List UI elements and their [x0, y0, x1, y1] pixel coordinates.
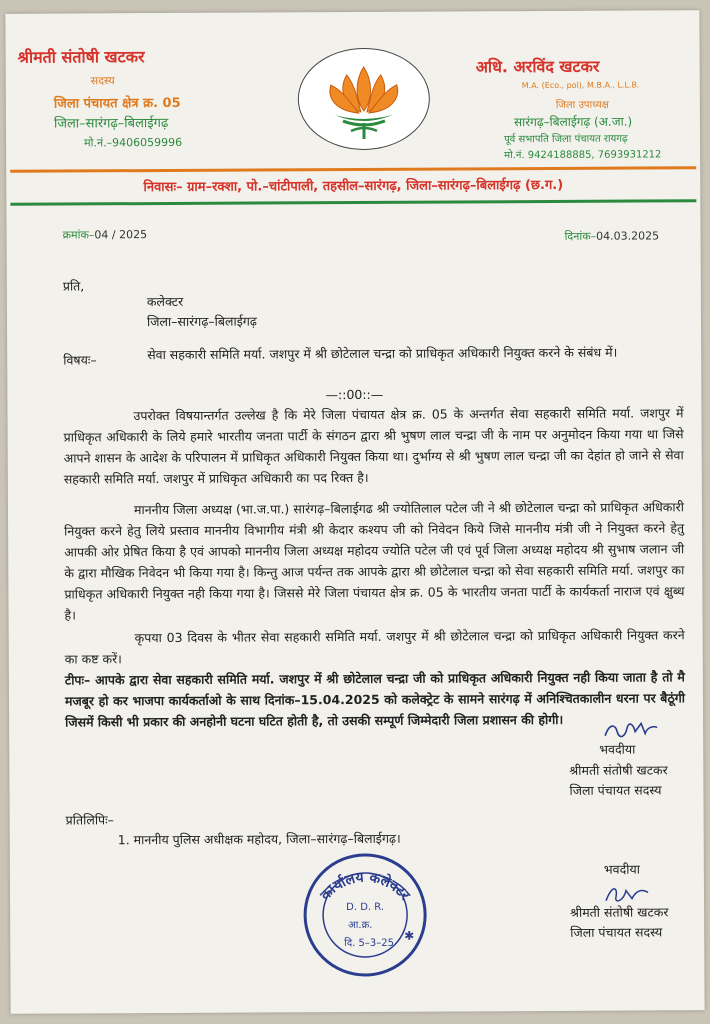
collector-office-stamp — [300, 850, 431, 981]
lotus-logo-icon — [298, 48, 431, 151]
right-letterhead-former-post: पूर्व सभापति जिला पंचायत रायगढ़ — [504, 133, 628, 146]
paragraph-1-text: उपरोक्त विषयान्तर्गत उल्लेख है कि मेरे जिला पंचायत क्षेत्र क्र. 05 के अन्तर्गत सेवा सहकारी समिति मर्या. जशपुर में प्राधिकृत अधिकारी के लिये हमारे भारतीय जनता पार्टी के संगठन द्वारा श्री भुषण लाल चन्द्रा जी के नाम पर अनुमोदन किया गया था जिसे आपने शासन के आदेश के परिपालन में प्राधिकृत अधिकारी नियुक्त किया था। दुर्भाग्य से श्री भुषण लाल चन्द्रा जी का देहांत हो जाने से सेवा सहकारी समिति मर्या. जशपुर में प्राधिकृत अधिकारी का पद रिक्त है। — [63, 405, 684, 487]
subject-label: विषयः– — [63, 352, 97, 368]
signature-2-name: श्रीमती संतोषी खटकर — [570, 904, 669, 920]
stamp-line-3: दि. 5–3–25 — [344, 937, 395, 950]
reference-number — [63, 227, 148, 242]
right-letterhead-district: सारंगढ़–बिलाईगढ़ (अ.जा.) — [513, 114, 633, 130]
date-value: 04.03.2025 — [596, 229, 660, 243]
right-letterhead-phone: मो.नं. 9424188885, 7693931212 — [504, 149, 662, 162]
note-paragraph: टीपः– आपके द्वारा सेवा सहकारी समिति मर्या. जशपुर में श्री छोटेलाल चन्द्रा जी को प्राधिकृत अधिकारी नियुक्त नही किया जाता है तो मै मजबूर हो कर भाजपा कार्यकर्ताओ के साथ दिनांक–15.04.2025 को कलेक्ट्रेट के सामने सारंगढ़ में अनिश्चितकालीन धरना पर बैठूंगी जिसमें किसी भी प्रकार की अनहोनी घटना घटित होती है, तो उसकी सम्पूर्ण जिम्मेदारी जिला प्रशासन की होगी। — [64, 669, 686, 730]
recipient-district: जिला–सारंगढ़–बिलाईगढ़ — [146, 313, 257, 330]
recipient-prefix: प्रति, — [62, 278, 85, 294]
left-letterhead-district: जिला–सारंगढ़–बिलाईगढ़ — [53, 115, 169, 132]
letter-date — [565, 228, 660, 243]
reference-value: 04 / 2025 — [94, 228, 148, 242]
stamp-line-2: आ.क्र. — [348, 919, 373, 932]
paragraph-3-text: कृपया 03 दिवस के भीतर सेवा सहकारी समिति मर्या. जशपुर में श्री छोटेलाल चन्द्रा को प्राधिकृत अधिकारी नियुक्त करने का कष्ट करें। — [64, 627, 685, 667]
separator: —::00::— — [325, 386, 384, 403]
stamp-title: कार्यालय कलेक्टर — [317, 869, 413, 904]
signature-2-closing: भवदीया — [603, 861, 641, 877]
recipient-title: कलेक्टर — [146, 293, 184, 310]
paragraph-2 — [64, 496, 685, 625]
address-text: निवासः– ग्राम–रक्शा, पो.–चांटीपाली, तहसील–सारंगढ़, जिला–सारंगढ़–बिलाईगढ़ (छ.ग.) — [143, 177, 564, 196]
svg-text:कार्यालय कलेक्टर — [317, 869, 414, 905]
address-bar — [10, 166, 696, 206]
date-label: दिनांक– — [564, 229, 597, 243]
left-letterhead-name: श्रीमती संतोषी खटकर — [17, 47, 145, 67]
paragraph-3 — [65, 624, 685, 669]
stamp-line-1: D. D. R. — [346, 901, 385, 914]
copy-item-1: 1. माननीय पुलिस अधीक्षक महोदय, जिला–सारंगढ़–बिलाईगढ़। — [117, 830, 401, 848]
left-letterhead-phone: मो.नं.–9406059996 — [84, 135, 183, 150]
signature-1-name: श्रीमती संतोषी खटकर — [569, 762, 668, 778]
reference-label: क्रमांक– — [62, 228, 95, 242]
signature-2-designation: जिला पंचायत सदस्य — [570, 924, 663, 940]
right-letterhead-title: जिला उपाध्यक्ष — [555, 99, 609, 111]
svg-text:✱: ✱ — [404, 928, 415, 943]
left-letterhead-constituency: जिला पंचायत क्षेत्र क्र. 05 — [53, 95, 181, 112]
letter-page — [5, 10, 704, 1014]
paragraph-2-text: माननीय जिला अध्यक्ष (भा.ज.पा.) सारंगढ़–बिलाईगढ श्री ज्योतिलाल पटेल जी ने श्री छोटेलाल चन्द्रा को प्राधिकृत अधिकारी नियुक्त करने हेतु लिये प्रस्ताव माननीय विभागीय मंत्री श्री केदार कश्यप जी को निवेदन किये जिसे माननीय मंत्री जी ने नियुक्त करने हेतु आपकी ओर प्रेषित किया है एवं आपको माननीय जिला अध्यक्ष महोदय ज्योति पटेल जी एवं पूर्व जिला अध्यक्ष महोदय श्री सुभाष जलान जी के द्वारा मौखिक निवेदन भी किया गया है। किन्तु आज पर्यन्त तक आपके द्वारा श्री छोटेलाल चन्द्रा को सेवा सहकारी समिति मर्या. जशपुर का प्राधिकृत अधिकारी नियुक्त नही किया गया है। जिससे मेरे जिला पंचायत क्षेत्र क्र. 05 के भारतीय जनता पार्टी के कार्यकर्ता नाराज एवं क्षुब्ध है। — [64, 499, 685, 623]
signature-1-designation: जिला पंचायत सदस्य — [569, 782, 662, 798]
paragraph-1 — [63, 402, 683, 489]
signature-1-closing: भवदीया — [599, 741, 636, 757]
subject-text: सेवा सहकारी समिति मर्या. जशपुर में श्री छोटेलाल चन्द्रा को प्राधिकृत अधिकारी नियुक्त करने के संबंध में। — [147, 344, 618, 363]
copy-label: प्रतिलिपिः– — [65, 812, 114, 828]
stamp-star-icon — [404, 929, 414, 943]
right-letterhead-degrees: M.A. (Eco., pol), M.B.A., L.L.B. — [521, 80, 640, 91]
left-letterhead-title: सदस्य — [90, 74, 115, 88]
right-letterhead-name: अधि. अरविंद खटकर — [475, 56, 600, 77]
